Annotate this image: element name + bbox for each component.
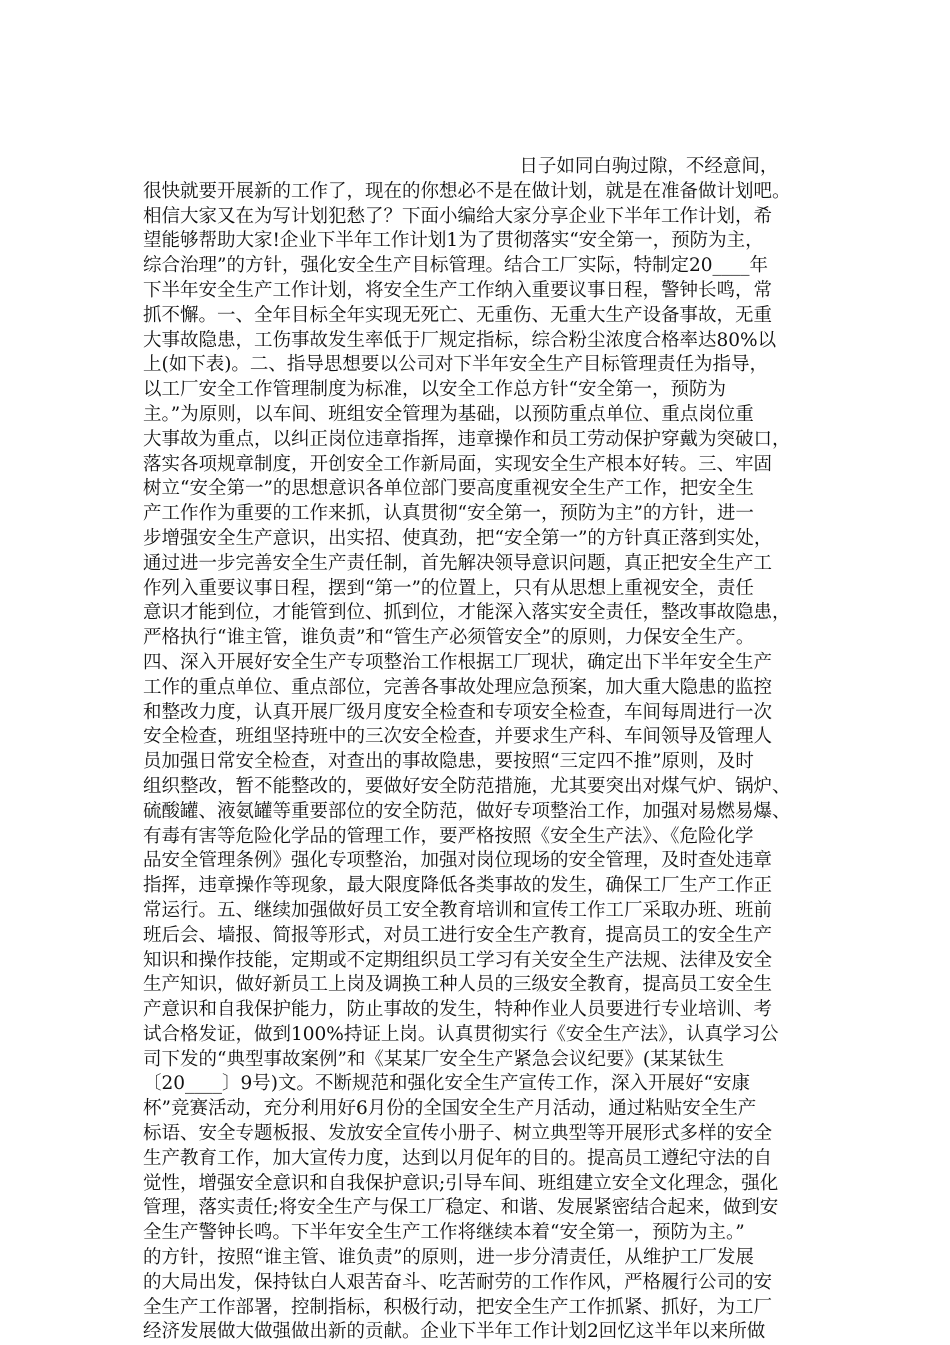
text-line: 产意识和自我保护能力，防止事故的发生，特种作业人员要进行专业培训、考 xyxy=(143,999,773,1021)
text-line: 步增强安全生产意识，出实招、使真劲，把“安全第一”的方针真正落到实处， xyxy=(143,527,773,549)
text-line: 主。”为原则，以车间、班组安全管理为基础，以预防重点单位、重点岗位重 xyxy=(143,403,754,425)
text-line: 综合治理”的方针，强化安全生产目标管理。结合工厂实际，特制定20____年 xyxy=(143,255,769,277)
text-line: 意识才能到位，才能管到位、抓到位，才能深入落实安全责任，整改事故隐患， xyxy=(143,602,791,624)
text-line: 经济发展做大做强做出新的贡献。企业下半年工作计划2回忆这半年以来所做 xyxy=(143,1321,766,1343)
text-line: 日子如同白驹过隙，不经意间， xyxy=(143,156,779,177)
text-line: 指挥，违章操作等现象，最大限度降低各类事故的发生，确保工厂生产工作正 xyxy=(143,875,773,897)
text-line: 员加强日常安全检查，对查出的事故隐患，要按照“三定四不推”原则，及时 xyxy=(143,751,754,773)
text-line: 全生产工作部署，控制指标，积极行动，把安全生产工作抓紧、抓好，为工厂 xyxy=(143,1296,773,1318)
text-line: 大事故为重点，以纠正岗位违章指挥，违章操作和员工劳动保护穿戴为突破口， xyxy=(143,428,791,450)
text-line: 硫酸罐、液氨罐等重要部位的安全防范，做好专项整治工作，加强对易燃易爆、 xyxy=(143,800,791,822)
text-line: 四、深入开展好安全生产专项整治工作根据工厂现状，确定出下半年安全生产 xyxy=(143,651,773,673)
text-line: 作列入重要议事日程，摆到“第一”的位置上，只有从思想上重视安全，责任 xyxy=(143,577,754,599)
text-line: 工作的重点单位、重点部位，完善各事故处理应急预案，加大重大隐患的监控 xyxy=(143,676,773,698)
text-line: 班后会、墙报、简报等形式，对员工进行安全生产教育，提高员工的安全生产 xyxy=(143,924,773,946)
text-line: 树立“安全第一”的思想意识各单位部门要高度重视安全生产工作，把安全生 xyxy=(143,478,754,500)
text-line: 落实各项规章制度，开创安全工作新局面，实现安全生产根本好转。三、牢固 xyxy=(143,453,773,475)
text-line: 生产知识，做好新员工上岗及调换工种人员的三级安全教育，提高员工安全生 xyxy=(143,974,773,996)
text-line: 组织整改，暂不能整改的，要做好安全防范措施，尤其要突出对煤气炉、锅炉、 xyxy=(143,775,791,797)
text-line: 以工厂安全工作管理制度为标准，以安全工作总方针“安全第一，预防为 xyxy=(143,379,726,401)
text-line: 安全检查，班组坚持班中的三次安全检查，并要求生产科、车间领导及管理人 xyxy=(143,726,773,748)
text-line: 生产教育工作，加大宣传力度，达到以月促年的目的。提高员工遵纪守法的自 xyxy=(143,1147,773,1169)
text-line: 很快就要开展新的工作了，现在的你想必不是在做计划，就是在准备做计划吧。 xyxy=(143,180,791,202)
text-line: 的方针，按照“谁主管、谁负责”的原则，进一步分清责任，从维护工厂发展 xyxy=(143,1247,754,1269)
text-line: 抓不懈。一、全年目标全年实现无死亡、无重伤、无重大生产设备事故，无重 xyxy=(143,304,773,326)
text-line: 司下发的“典型事故案例”和《某某厂安全生产紧急会议纪要》(某某钛生 xyxy=(143,1048,725,1070)
text-line: 通过进一步完善安全生产责任制，首先解决领导意识问题，真正把安全生产工 xyxy=(143,552,773,574)
text-line: 常运行。五、继续加强做好员工安全教育培训和宣传工作工厂采取办班、班前 xyxy=(143,899,773,921)
text-line: 和整改力度，认真开展厂级月度安全检查和专项安全检查，车间每周进行一次 xyxy=(143,701,773,723)
text-line: 产工作作为重要的工作来抓，认真贯彻“安全第一，预防为主”的方针，进一 xyxy=(143,503,754,525)
text-line: 〔20____〕9号)文。不断规范和强化安全生产宣传工作，深入开展好“安康 xyxy=(143,1073,750,1095)
text-line: 严格执行“谁主管，谁负责”和“管生产必须管安全”的原则，力保安全生产。 xyxy=(143,627,755,649)
text-line: 的大局出发，保持钛白人艰苦奋斗、吃苦耐劳的工作作风，严格履行公司的安 xyxy=(143,1271,773,1293)
text-line: 试合格发证，做到100%持证上岗。认真贯彻实行《安全生产法》，认真学习公 xyxy=(143,1023,779,1045)
text-line: 品安全管理条例》强化专项整治，加强对岗位现场的安全管理，及时查处违章 xyxy=(143,850,773,872)
text-line: 望能够帮助大家!企业下半年工作计划1为了贯彻落实“安全第一，预防为主， xyxy=(143,230,764,252)
text-line: 杯”竞赛活动，充分利用好6月份的全国安全生产月活动，通过粘贴安全生产 xyxy=(143,1098,757,1120)
body-text xyxy=(143,155,807,1345)
text-line: 有毒有害等危险化学品的管理工作，要严格按照《安全生产法》、《危险化学 xyxy=(143,825,754,847)
text-line: 觉性，增强安全意识和自我保护意识;引导车间、班组建立安全文化理念，强化 xyxy=(143,1172,779,1194)
text-line: 下半年安全生产工作计划，将安全生产工作纳入重要议事日程，警钟长鸣，常 xyxy=(143,279,773,301)
text-line: 相信大家又在为写计划犯愁了？下面小编给大家分享企业下半年工作计划，希 xyxy=(143,205,773,227)
text-line: 知识和操作技能，定期或不定期组织员工学习有关安全生产法规、法律及安全 xyxy=(143,949,773,971)
text-line: 管理，落实责任;将安全生产与保工厂稳定、和谐、发展紧密结合起来，做到安 xyxy=(143,1197,779,1219)
text-line: 全生产警钟长鸣。下半年安全生产工作将继续本着“安全第一，预防为主。” xyxy=(143,1222,745,1244)
text-line: 标语、安全专题板报、发放安全宣传小册子、树立典型等开展形式多样的安全 xyxy=(143,1123,773,1145)
text-line: 上(如下表)。二、指导思想要以公司对下半年安全生产目标管理责任为指导， xyxy=(143,354,768,376)
text-line: 大事故隐患，工伤事故发生率低于厂规定指标，综合粉尘浓度合格率达80%以 xyxy=(143,329,777,351)
